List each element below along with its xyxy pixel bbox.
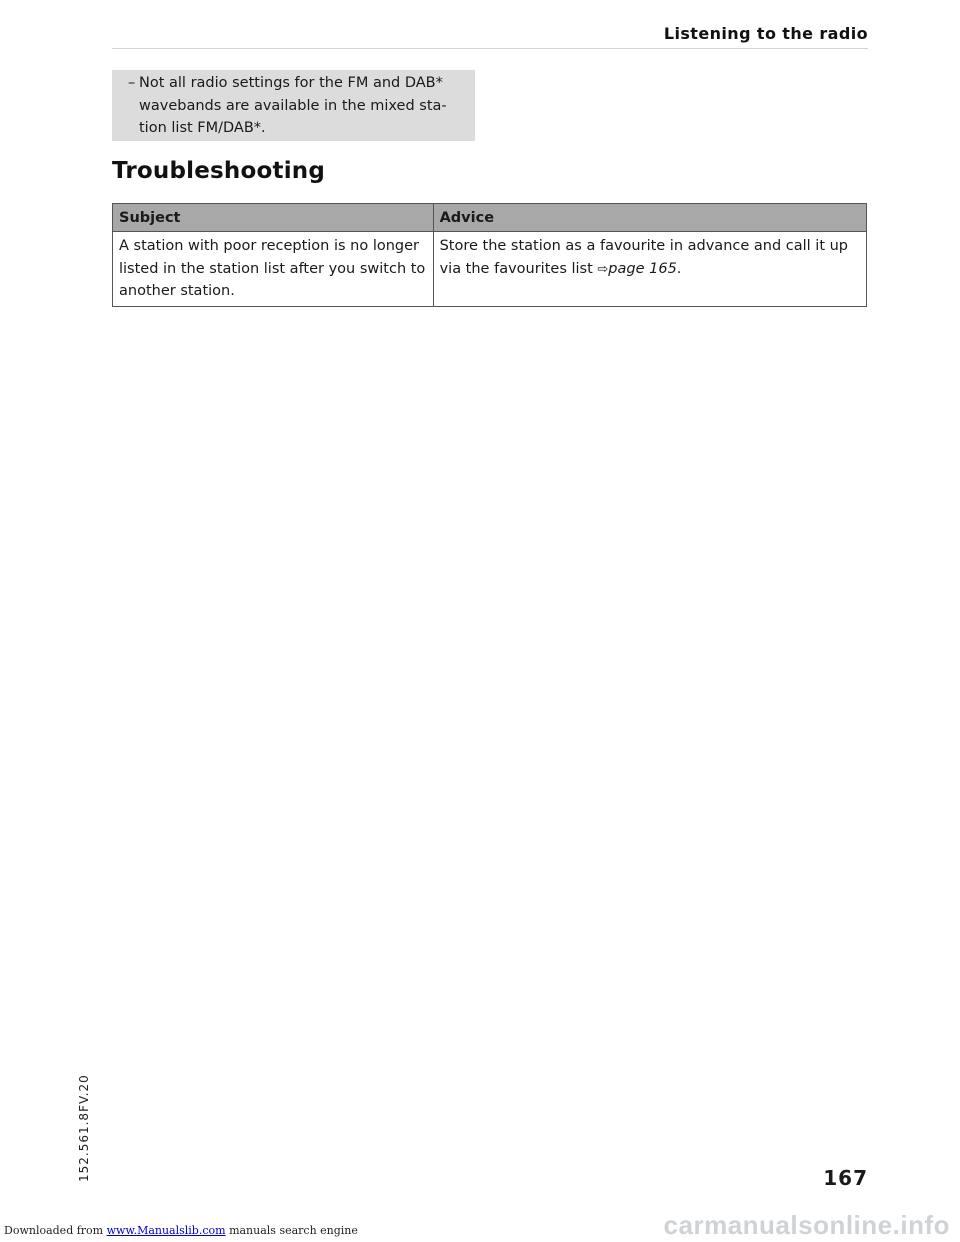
watermark: carmanualsonline.info	[663, 1210, 950, 1240]
note-text: Not all radio settings for the FM and DAB* wavebands are available in the mixed sta- tion list FM/DAB*.	[139, 75, 447, 136]
footer-prefix: Downloaded from	[4, 1224, 104, 1237]
list-dash: –	[128, 75, 136, 91]
column-header-advice: Advice	[433, 204, 866, 232]
download-footer	[4, 1224, 358, 1237]
troubleshooting-table	[112, 203, 867, 307]
header-rule	[112, 48, 868, 49]
cross-reference-arrow-icon: ⇨	[597, 261, 609, 277]
section-title: Troubleshooting	[112, 158, 326, 184]
advice-cell	[433, 232, 866, 307]
footer-suffix: manuals search engine	[229, 1224, 358, 1237]
document-code: 152.561.8FV.20	[77, 1074, 91, 1182]
column-header-subject: Subject	[113, 204, 434, 232]
note-box	[112, 70, 475, 141]
running-header: Listening to the radio	[663, 24, 868, 43]
table-header-row	[113, 204, 867, 232]
subject-cell: A station with poor reception is no longer listed in the station list after you switch to another station.	[113, 232, 434, 307]
advice-suffix: .	[676, 260, 682, 277]
table-row	[113, 232, 867, 307]
advice-text: Store the station as a favourite in advance and call it up via the favourites list	[439, 238, 849, 277]
page-number: 167	[823, 1166, 868, 1190]
manualslib-link[interactable]: www.Manualslib.com	[106, 1224, 226, 1237]
page-reference-link[interactable]: page 165	[608, 260, 677, 277]
